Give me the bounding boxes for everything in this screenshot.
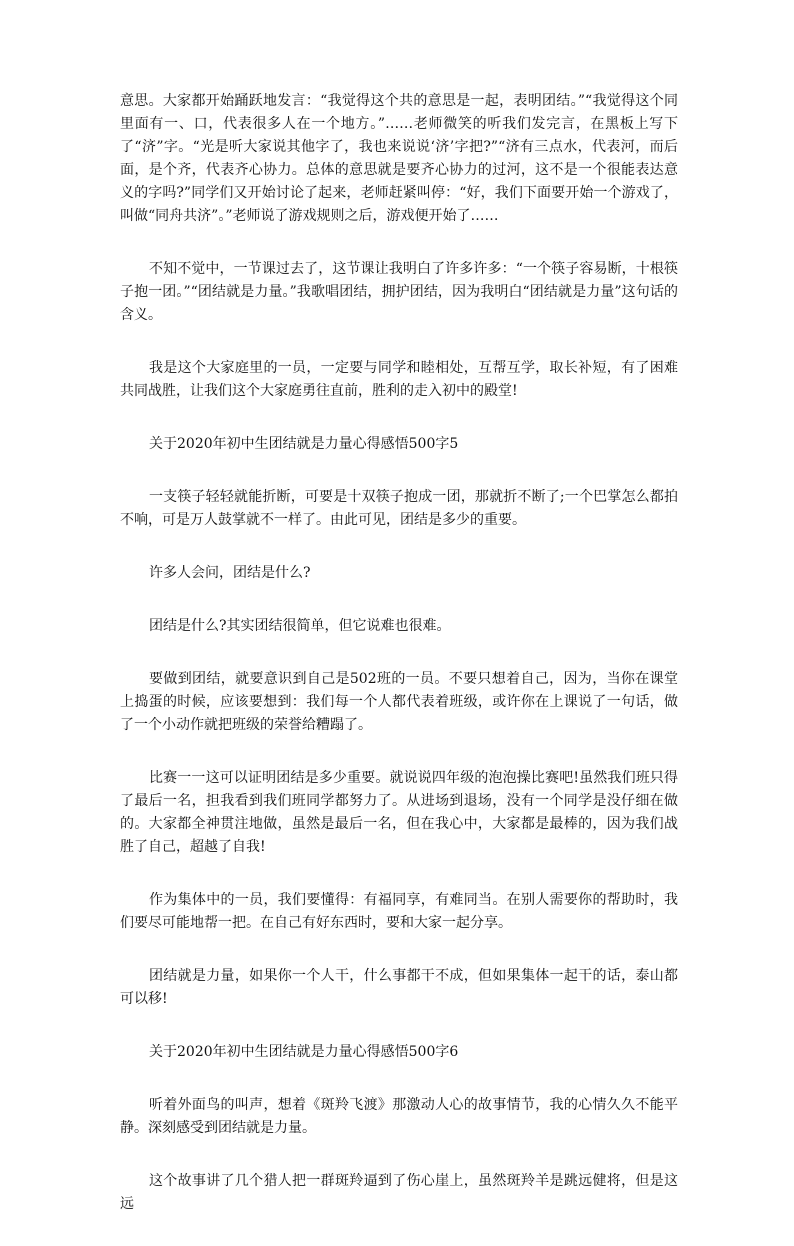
paragraph: 团结是什么?其实团结很简单，但它说难也很难。 bbox=[149, 618, 451, 634]
document-body bbox=[120, 90, 678, 1246]
paragraph: 要做到团结，就要意识到自己是502班的一员。不要只想着自己，因为，当你在课堂上捣蛋的时候，应该要想到：我们每一个人都代表着班级，或许你在上课说了一句话，做了一个小动作就把班级的荣誉给糟蹋了。 bbox=[120, 671, 678, 733]
paragraph: 许多人会问，团结是什么? bbox=[149, 565, 311, 581]
paragraph: 不知不觉中，一节课过去了，这节课让我明白了许多许多：“一个筷子容易断，十根筷子抱一团。”“团结就是力量。”我歌唱团结，拥护团结，因为我明白“团结就是力量”这句话的含义。 bbox=[120, 261, 678, 323]
paragraph: 听着外面鸟的叫声，想着《斑羚飞渡》那激动人心的故事情节，我的心情久久不能平静。深刻感受到团结就是力量。 bbox=[120, 1097, 678, 1136]
paragraph: 团结就是力量，如果你一个人干，什么事都干不成，但如果集体一起干的话，泰山都可以移! bbox=[120, 968, 678, 1007]
paragraph: 一支筷子轻轻就能折断，可要是十双筷子抱成一团，那就折不断了;一个巴掌怎么都拍不响，可是万人鼓掌就不一样了。由此可见，团结是多少的重要。 bbox=[120, 489, 678, 528]
paragraph: 这个故事讲了几个猎人把一群斑羚逼到了伤心崖上，虽然斑羚羊是跳远健将，但是这远 bbox=[120, 1173, 678, 1212]
section-heading: 关于2020年初中生团结就是力量心得感悟500字5 bbox=[149, 436, 459, 452]
paragraph: 比赛一一这可以证明团结是多少重要。就说说四年级的泡泡操比赛吧!虽然我们班只得了最后一名，担我看到我们班同学都努力了。从进场到退场，没有一个同学是没仔细在做的。大家都全神贯注地做，虽然是最后一名，但在我心中，大家都是最棒的，因为我们战胜了自己，超越了自我! bbox=[120, 770, 678, 855]
section-heading: 关于2020年初中生团结就是力量心得感悟500字6 bbox=[149, 1044, 459, 1060]
paragraph: 意思。大家都开始踊跃地发言：“我觉得这个共的意思是一起，表明团结。”“我觉得这个同里面有一、口，代表很多人在一个地方。”……老师微笑的听我们发完言，在黑板上写下了“济”字。“光是听大家说其他字了，我也来说说‘济’字把?”“济有三点水，代表河，而后面，是个齐，代表齐心协力。总体的意思就是要齐心协力的过河，这不是一个很能表达意义的字吗?”同学们又开始讨论了起来，老师赶紧叫停：“好，我们下面要开始一个游戏了，叫做“同舟共济”。”老师说了游戏规则之后，游戏便开始了…… bbox=[120, 93, 678, 224]
paragraph: 作为集体中的一员，我们要懂得：有福同享，有难同当。在别人需要你的帮助时，我们要尽可能地帮一把。在自己有好东西时，要和大家一起分享。 bbox=[120, 892, 678, 931]
paragraph: 我是这个大家庭里的一员，一定要与同学和睦相处，互帮互学，取长补短，有了困难共同战胜，让我们这个大家庭勇往直前，胜利的走入初中的殿堂! bbox=[120, 360, 678, 399]
